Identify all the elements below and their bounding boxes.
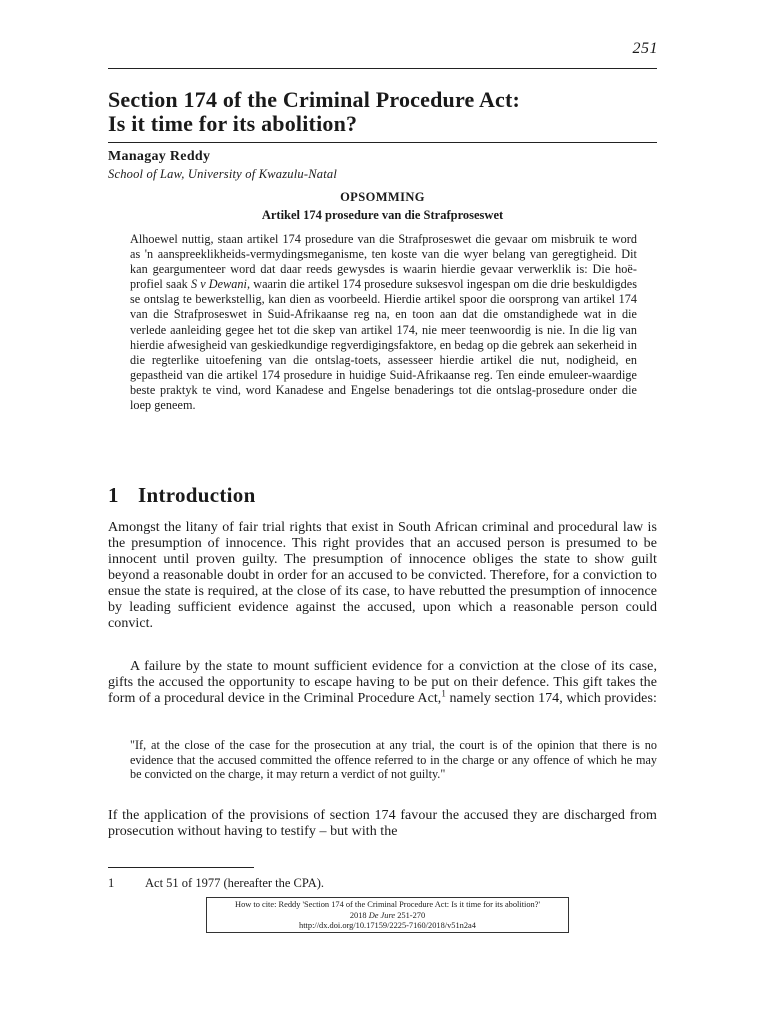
footnote-reference[interactable]: 1 (441, 688, 446, 699)
body-paragraph-2 (108, 659, 657, 707)
paragraph-2-text: A failure by the state to mount sufficient evidence for a conviction at the close of its case, gifts the accused the opportunity to escape having to be put on their defence. This gift takes the form of a procedural device in the Criminal Procedure Act, (108, 659, 657, 706)
abstract-text-part-2: , waarin die artikel 174 prosedure suksesvol ingespan om die drie beskuldigdes se ontslag te bewerkstellig, kan dien as voorbeeld. Hierdie artikel spoor die oorsprong van artikel 174 van die Strafproseswet in Suid-Afrikaanse reg na, en toon aan dat die omstandighede wat in die verlede aanleiding gegee het tot die skep van artikel 174, nie meer teenwoordig is nie. In die lig van hierdie afwesigheid van geskiedkundige regverdigingsfaktore, en bedag op die gebrek aan sekerheid in die regterlike uitoefening van die ontslag-toets, assesseer hierdie artikel die nut, nodigheid, en gepastheid van die artikel 174 prosedure in huidige Suid-Afrikaanse reg. Ten einde emuleer-waardige beste praktyk te vind, word Kanadese and Engelse benaderings tot die ontslag-prosedure onder die loep geneem. (130, 277, 637, 413)
footnote-text: Act 51 of 1977 (hereafter the CPA). (145, 876, 325, 890)
footnote-number: 1 (108, 876, 115, 890)
citation-journal: De Jure (368, 910, 396, 920)
section-heading (108, 483, 256, 508)
footnote (108, 876, 324, 891)
author-affiliation: School of Law, University of Kwazulu-Natal (108, 167, 338, 181)
citation-doi-link[interactable]: http://dx.doi.org/10.17159/2225-7160/2018/v51n2a4 (299, 921, 476, 930)
citation-line-2 (207, 911, 568, 922)
title-line-2: Is it time for its abolition? (108, 111, 358, 136)
block-quote: "If, at the close of the case for the prosecution at any trial, the court is of the opinion that there is no evidence that the accused committed the offence referred to in the charge or any offence of which he may be convicted on the charge, it may return a verdict of not guilty." (130, 738, 657, 782)
citation-box (206, 897, 569, 933)
paragraph-2-text-end: namely section 174, which provides: (445, 691, 657, 706)
abstract-text (130, 232, 637, 413)
page-number: 251 (632, 40, 658, 57)
section-title: Introduction (138, 483, 256, 507)
abstract-heading: OPSOMMING (340, 190, 425, 204)
header-rule (108, 68, 657, 69)
title-rule (108, 142, 657, 143)
abstract-text-part-1: Alhoewel nuttig, staan artikel 174 prosedure van die Strafproseswet die gevaar om misbruik te word as 'n aanspreeklikheids-vermydingsmeganisme, ten koste van die wyer belang van geregtigheid. Dit kan geargumenteer word dat daar reeds gewysdes is waarin hierdie gevaar verwerklik is: Die hoë-profiel saak (130, 232, 637, 292)
abstract-case-name: S v Dewani (190, 277, 247, 292)
citation-year: 2018 (349, 910, 369, 920)
author-name: Managay Reddy (108, 149, 211, 164)
body-paragraph-3: If the application of the provisions of section 174 favour the accused they are discharged from prosecution without having to testify – but with the (108, 808, 657, 839)
citation-line-1: How to cite: Reddy 'Section 174 of the Criminal Procedure Act: Is it time for its abolition?' (235, 900, 540, 909)
title-line-1: Section 174 of the Criminal Procedure Act: (108, 87, 521, 112)
footnote-rule (108, 867, 254, 868)
abstract-subheading: Artikel 174 prosedure van die Strafproseswet (261, 208, 504, 222)
body-paragraph-1: Amongst the litany of fair trial rights that exist in South African criminal and procedural law is the presumption of innocence. This right provides that an accused person is presumed to be innocent until proven guilty. The presumption of innocence obliges the state to show guilt beyond a reasonable doubt in order for an accused to be convicted. Therefore, for a conviction to ensue the state is required, at the close of its case, to have rebutted the presumption of innocence by leading sufficient evidence against the accused, upon which a reasonable person could convict. (108, 520, 657, 631)
citation-pages: 251-270 (395, 910, 426, 920)
article-title (108, 88, 668, 136)
section-number: 1 (108, 483, 119, 507)
